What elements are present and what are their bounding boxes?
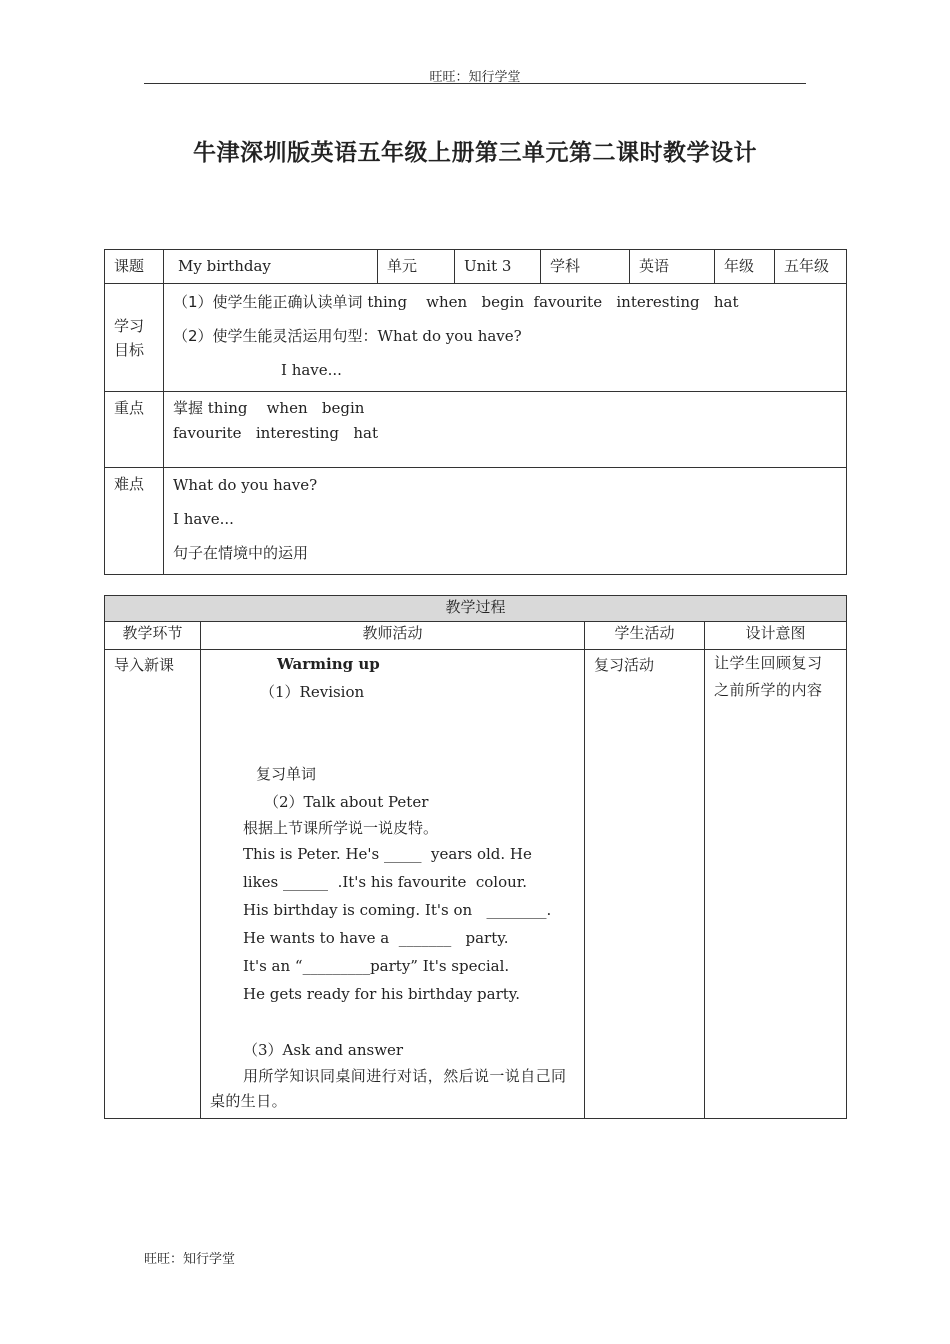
fill-line: He wants to have a _______ party. <box>243 929 509 947</box>
key-points-label: 重点 <box>105 392 164 468</box>
key-points-content <box>164 392 847 468</box>
objectives-label: 学习目标 <box>105 284 164 392</box>
fill-line: He gets ready for his birthday party. <box>243 985 521 1003</box>
topic-label: 课题 <box>105 250 164 284</box>
page-header: 旺旺：知行学堂 <box>429 70 521 85</box>
header-intent: 设计意图 <box>705 622 847 650</box>
talk-about-peter-desc: 根据上节课所学说一说皮特。 <box>243 819 439 837</box>
fill-line: likes ______ .It's his favourite colour. <box>243 873 528 891</box>
unit-label: 单元 <box>378 250 455 284</box>
fill-line: This is Peter. He's _____ years old. He <box>243 845 532 863</box>
grade-label: 年级 <box>715 250 775 284</box>
fill-line: His birthday is coming. It's on ________. <box>243 901 552 919</box>
revision-item: （1）Revision <box>260 683 365 701</box>
objective-1: （1）使学生能正确认读单词 thing when begin favourite interesting hat <box>173 293 739 311</box>
document-title: 牛津深圳版英语五年级上册第三单元第二课时教学设计 <box>193 140 757 166</box>
objectives-content <box>164 284 847 392</box>
ask-answer-desc: 用所学知识同桌间进行对话，然后说一说自己同桌的生日。 <box>210 1067 567 1110</box>
header-student: 学生活动 <box>585 622 705 650</box>
stage-cell: 导入新课 <box>105 650 201 1119</box>
unit-value: Unit 3 <box>455 250 541 284</box>
difficulty-line-1: What do you have? <box>173 476 318 494</box>
header-stage: 教学环节 <box>105 622 201 650</box>
blank-space <box>210 706 576 760</box>
warming-up-heading: Warming up <box>277 655 380 673</box>
fill-in-lines <box>210 840 576 1008</box>
lesson-info-table <box>104 249 847 575</box>
page-footer: 旺旺：知行学堂 <box>144 1252 236 1267</box>
difficulties-label: 难点 <box>105 468 164 575</box>
difficulties-content <box>164 468 847 575</box>
header-teacher: 教师活动 <box>201 622 585 650</box>
process-title: 教学过程 <box>105 596 847 622</box>
difficulty-line-3: 句子在情境中的运用 <box>173 544 309 562</box>
ask-answer-item: （3）Ask and answer <box>243 1041 404 1059</box>
objective-3: I have... <box>281 361 342 379</box>
grade-value: 五年级 <box>775 250 847 284</box>
teacher-activity-cell <box>201 650 585 1119</box>
design-intent-cell: 让学生回顾复习之前所学的内容 <box>705 650 847 1119</box>
teaching-process-table <box>104 595 847 1119</box>
fill-line: It's an “_________party” It's special. <box>243 957 510 975</box>
review-words: 复习单词 <box>256 765 317 783</box>
subject-value: 英语 <box>630 250 715 284</box>
header-rule <box>144 83 806 84</box>
difficulty-line-2: I have... <box>173 510 234 528</box>
blank-space <box>210 1008 576 1036</box>
talk-about-peter-item: （2）Talk about Peter <box>264 793 429 811</box>
objective-2: （2）使学生能灵活运用句型：What do you have? <box>173 327 522 345</box>
key-point-line-1: 掌握 thing when begin <box>173 399 365 417</box>
topic-value: My birthday <box>164 250 378 284</box>
subject-label: 学科 <box>541 250 630 284</box>
key-point-line-2: favourite interesting hat <box>173 424 378 442</box>
student-activity-cell: 复习活动 <box>585 650 705 1119</box>
